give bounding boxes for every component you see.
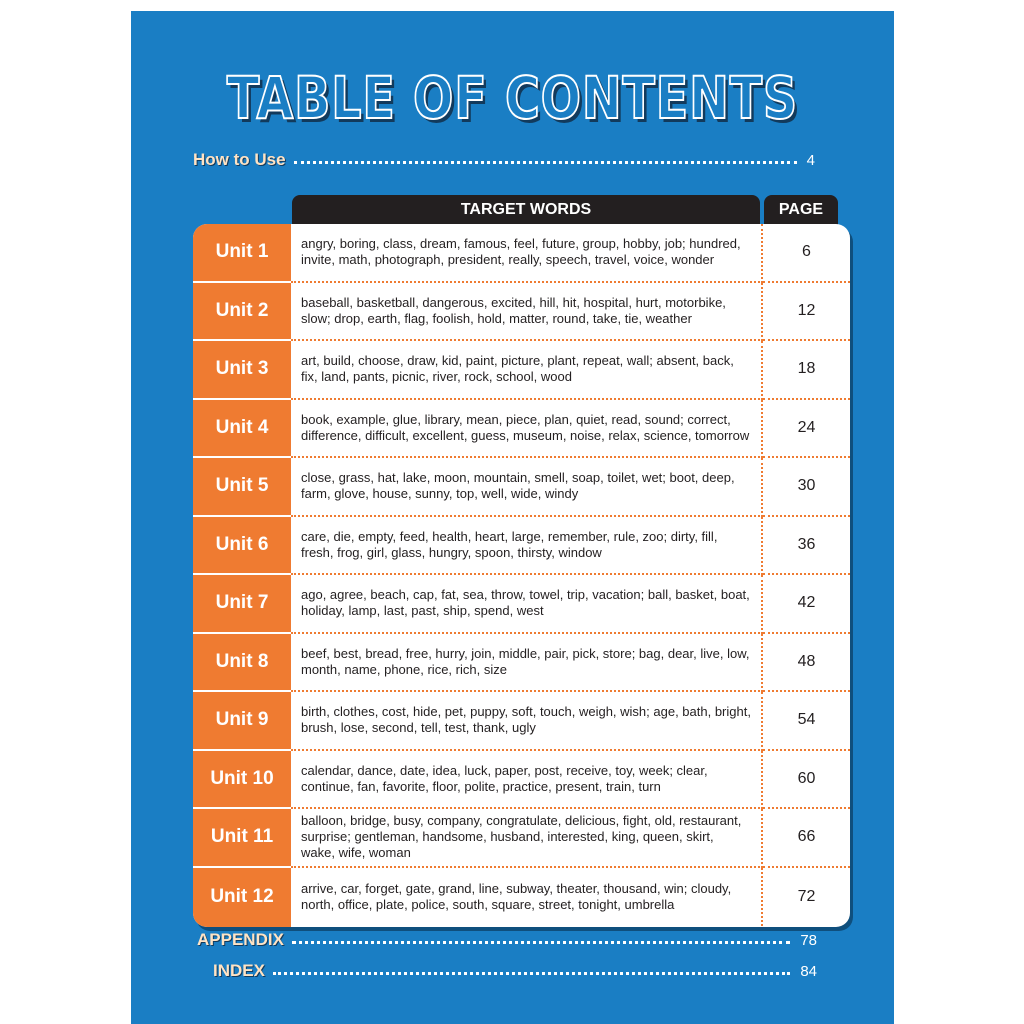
unit-label: Unit 4 — [193, 400, 291, 459]
unit-label: Unit 2 — [193, 283, 291, 342]
unit-label: Unit 10 — [193, 751, 291, 810]
header-page: PAGE — [764, 195, 838, 225]
dot-leader — [273, 972, 790, 975]
toc-page-number: 78 — [800, 931, 817, 949]
dot-leader — [294, 161, 797, 164]
target-words: balloon, bridge, busy, company, congratulate, delicious, fight, old, restaurant, surprise; gentleman, handsome, husband, interested, king, queen, skirt, wake, wife, woman — [291, 809, 763, 868]
toc-index[interactable] — [213, 961, 817, 981]
target-words: care, die, empty, feed, health, heart, large, remember, rule, zoo; dirty, fill, fresh, frog, girl, glass, hungry, spoon, thirsty, window — [291, 517, 763, 576]
page-title: TABLE OF CONTENTS — [226, 64, 799, 132]
target-words: birth, clothes, cost, hide, pet, puppy, soft, touch, weigh, wish; age, bath, bright, brush, lose, second, tell, test, thank, ugly — [291, 692, 763, 751]
toc-label: APPENDIX — [197, 930, 284, 949]
unit-label: Unit 1 — [193, 224, 291, 283]
table-row[interactable] — [193, 575, 850, 634]
table-row[interactable] — [193, 458, 850, 517]
toc-label: INDEX — [213, 961, 265, 980]
unit-page-number: 66 — [763, 809, 850, 868]
unit-page-number: 24 — [763, 400, 850, 459]
toc-page-number: 4 — [806, 151, 815, 169]
unit-page-number: 72 — [797, 887, 816, 905]
target-words: book, example, glue, library, mean, piece, plan, quiet, read, sound; correct, difference, difficult, excellent, guess, museum, noise, relax, science, tomorrow — [291, 400, 763, 459]
unit-label: Unit 9 — [193, 692, 291, 751]
unit-page-number: 18 — [763, 341, 850, 400]
unit-page-number: 60 — [763, 751, 850, 810]
toc-page — [131, 11, 894, 1024]
unit-page-number: 12 — [763, 283, 850, 342]
unit-label: Unit 5 — [193, 458, 291, 517]
target-words: beef, best, bread, free, hurry, join, middle, pair, pick, store; bag, dear, live, low, month, name, phone, rice, rich, size — [291, 634, 763, 693]
unit-page-number: 48 — [763, 634, 850, 693]
table-row[interactable] — [193, 809, 850, 868]
table-row[interactable] — [193, 868, 850, 927]
target-words: calendar, dance, date, idea, luck, paper, post, receive, toy, week; clear, continue, fan, favorite, floor, polite, practice, present, train, turn — [291, 751, 763, 810]
unit-page-number: 54 — [763, 692, 850, 751]
contents-table — [193, 224, 850, 927]
target-words: angry, boring, class, dream, famous, feel, future, group, hobby, job; hundred, invite, math, photograph, president, really, speech, travel, voice, wonder — [291, 224, 763, 283]
toc-page-number: 84 — [800, 962, 817, 980]
table-row[interactable] — [193, 341, 850, 400]
table-row[interactable] — [193, 634, 850, 693]
unit-page-number: 6 — [763, 224, 850, 283]
unit-page-number: 30 — [763, 458, 850, 517]
target-words: art, build, choose, draw, kid, paint, picture, plant, repeat, wall; absent, back, fix, land, pants, picnic, river, rock, school, wood — [291, 341, 763, 400]
table-row[interactable] — [193, 751, 850, 810]
target-words: arrive, car, forget, gate, grand, line, subway, theater, thousand, win; cloudy, north, office, plate, police, south, square, street, tonight, umbrella — [291, 868, 763, 927]
unit-label: Unit 11 — [193, 809, 291, 868]
table-row[interactable] — [193, 224, 850, 283]
unit-label: Unit 3 — [193, 341, 291, 400]
unit-label: Unit 6 — [193, 517, 291, 576]
target-words: ago, agree, beach, cap, fat, sea, throw, towel, trip, vacation; ball, basket, boat, holiday, lamp, last, past, ship, spend, west — [291, 575, 763, 634]
unit-page-number: 42 — [763, 575, 850, 634]
unit-label: Unit 7 — [193, 575, 291, 634]
header-target-words: TARGET WORDS — [292, 195, 760, 225]
unit-label: Unit 8 — [193, 634, 291, 693]
table-row[interactable] — [193, 283, 850, 342]
toc-label: How to Use — [193, 150, 286, 169]
target-words: baseball, basketball, dangerous, excited, hill, hit, hospital, hurt, motorbike, slow; drop, earth, flag, foolish, hold, matter, round, take, tie, weather — [291, 283, 763, 342]
unit-label: Unit 12 — [210, 885, 274, 907]
toc-how-to-use[interactable] — [193, 150, 815, 170]
dot-leader — [292, 941, 790, 944]
table-row[interactable] — [193, 692, 850, 751]
table-row[interactable] — [193, 517, 850, 576]
unit-page-number: 36 — [763, 517, 850, 576]
table-row[interactable] — [193, 400, 850, 459]
toc-appendix[interactable] — [197, 930, 817, 950]
target-words: close, grass, hat, lake, moon, mountain, smell, soap, toilet, wet; boot, deep, farm, glove, house, sunny, top, well, wide, windy — [291, 458, 763, 517]
